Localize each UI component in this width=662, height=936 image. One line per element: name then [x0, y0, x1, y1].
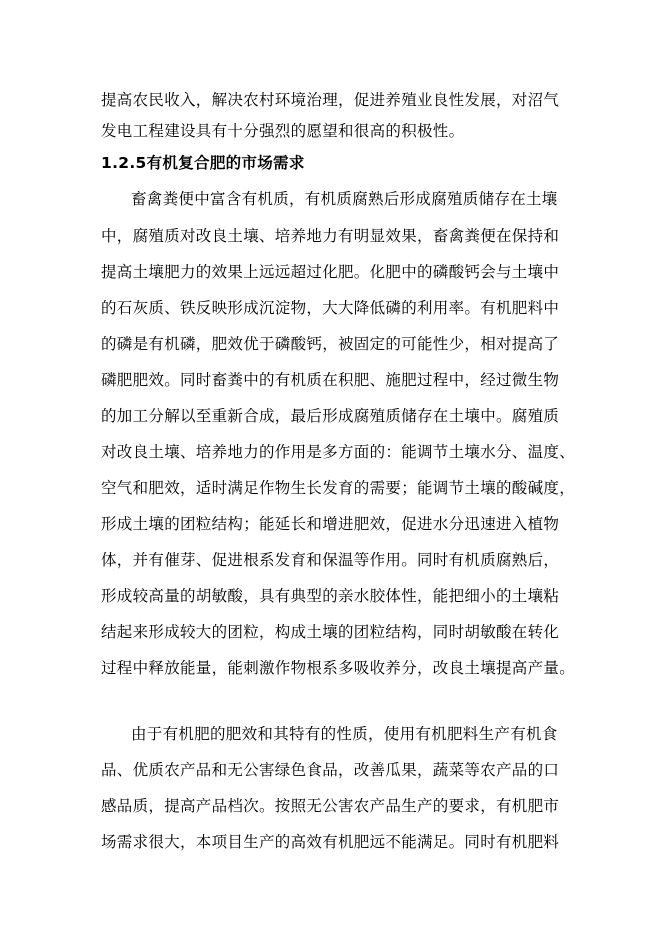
- text-line: 感品质，提高产品档次。按照无公害农产品生产的要求，有机肥市: [101, 797, 560, 815]
- text-line: 的加工分解以至重新合成，最后形成腐殖质储存在土壤中。腐殖质: [101, 407, 560, 425]
- text-line: 的石灰质、铁反映形成沉淀物，大大降低磷的利用率。有机肥料中: [101, 299, 560, 317]
- section-heading: 1.2.5有机复合肥的市场需求: [101, 154, 305, 172]
- text-line: 提高土壤肥力的效果上远远超过化肥。化肥中的磷酸钙会与土壤中: [101, 263, 560, 281]
- text-line: 磷肥肥效。同时畜粪中的有机质在积肥、施肥过程中，经过微生物: [101, 371, 560, 389]
- text-line: 对改良土壤、培养地力的作用是多方面的：能调节土壤水分、温度、: [101, 443, 576, 461]
- text-line: 形成较高量的胡敏酸，具有典型的亲水胶体性，能把细小的土壤粘: [101, 587, 560, 605]
- text-line: 体，并有催芽、促进根系发育和保温等作用。同时有机质腐熟后，: [101, 551, 560, 569]
- text-line: 结起来形成较大的团粒，构成土壤的团粒结构，同时胡敏酸在转化: [101, 623, 560, 641]
- text-line: 空气和肥效，适时满足作物生长发育的需要；能调节土壤的酸碱度，: [101, 479, 576, 497]
- text-line: 过程中释放能量，能刺激作物根系多吸收养分，改良土壤提高产量。: [101, 659, 576, 677]
- text-line: 由于有机肥的肥效和其特有的性质，使用有机肥料生产有机食: [131, 725, 558, 743]
- text-line: 发电工程建设具有十分强烈的愿望和很高的积极性。: [101, 122, 465, 140]
- text-line: 畜禽粪便中富含有机质，有机质腐熟后形成腐殖质储存在土壤: [131, 190, 558, 208]
- text-line: 场需求很大，本项目生产的高效有机肥远不能满足。同时有机肥料: [101, 833, 560, 851]
- text-line: 的磷是有机磷，肥效优于磷酸钙，被固定的可能性少，相对提高了: [101, 335, 560, 353]
- text-line: 提高农民收入，解决农村环境治理，促进养殖业良性发展，对沼气: [101, 91, 560, 109]
- text-line: 形成土壤的团粒结构；能延长和增进肥效，促进水分迅速进入植物: [101, 515, 560, 533]
- text-line: 品、优质农产品和无公害绿色食品，改善瓜果，蔬菜等农产品的口: [101, 761, 560, 779]
- text-line: 中，腐殖质对改良土壤、培养地力有明显效果，畜禽粪便在保持和: [101, 227, 560, 245]
